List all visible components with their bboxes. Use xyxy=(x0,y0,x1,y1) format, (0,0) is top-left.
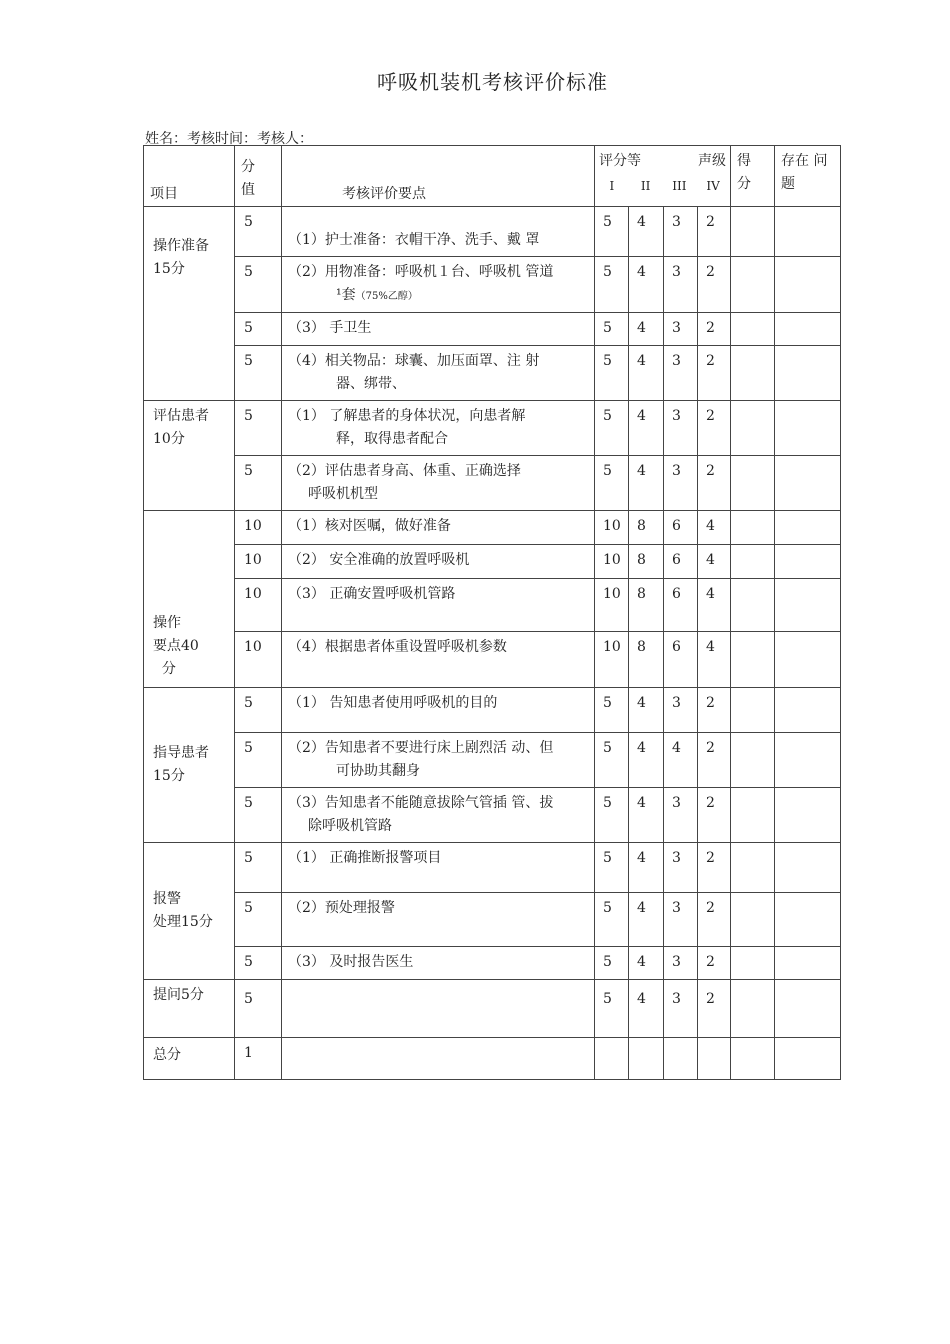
grade-cell: 4 xyxy=(629,733,664,788)
grade-cell: 2 xyxy=(698,893,731,947)
cell-text xyxy=(288,284,588,308)
table-cell xyxy=(731,257,775,313)
table-cell xyxy=(775,401,841,456)
grade-cell: 3 xyxy=(664,401,698,456)
table-cell xyxy=(775,632,841,688)
table-row xyxy=(144,788,841,843)
grade-cell: 4 xyxy=(698,632,731,688)
table-cell xyxy=(282,346,595,401)
table-cell xyxy=(775,456,841,511)
table-row-total xyxy=(144,1038,841,1080)
grade-cell: 5 xyxy=(595,688,629,733)
criteria-cell: （2）预处理报警 xyxy=(282,893,595,947)
grade-cell: 8 xyxy=(629,632,664,688)
header-got-score xyxy=(731,146,775,207)
grade-cell: 5 xyxy=(595,456,629,511)
grade-cell: 10 xyxy=(595,545,629,579)
score-cell: 10 xyxy=(235,632,282,688)
grade-cell: 5 xyxy=(595,947,629,980)
grade-cell: 2 xyxy=(698,980,731,1038)
grade-cell: 3 xyxy=(664,688,698,733)
grade-cell: 4 xyxy=(698,579,731,632)
cell-text: 项目 xyxy=(150,186,178,202)
table-cell xyxy=(775,545,841,579)
grade-cell: 3 xyxy=(664,456,698,511)
cell-text: （3）告知患者不能随意拔除气管插 管、拔 xyxy=(288,795,554,811)
grade-cell: 10 xyxy=(595,632,629,688)
cell-text: 可协助其翻身 xyxy=(336,763,420,779)
header-points xyxy=(282,146,595,207)
table-cell xyxy=(731,980,775,1038)
cell-text: （1） 了解患者的身体状况，向患者解 xyxy=(288,408,526,424)
grade-cell: 10 xyxy=(595,511,629,545)
grade-cell: 3 xyxy=(664,980,698,1038)
cell-text: （2）告知患者不要进行床上剧烈活 动、但 xyxy=(288,740,554,756)
table-cell xyxy=(775,346,841,401)
grade-cell: 5 xyxy=(595,733,629,788)
table-cell xyxy=(282,980,595,1038)
table-cell xyxy=(731,456,775,511)
cell-text: 15分 xyxy=(153,768,185,784)
cell-text: 释，取得患者配合 xyxy=(336,431,448,447)
score-cell: 10 xyxy=(235,579,282,632)
table-cell xyxy=(731,632,775,688)
table-cell xyxy=(731,511,775,545)
table-cell xyxy=(731,843,775,893)
document-title: 呼吸机装机考核评价标准 xyxy=(377,70,608,94)
table-cell xyxy=(282,257,595,313)
grade-cell: 2 xyxy=(698,401,731,456)
table-row xyxy=(144,313,841,346)
grade-cell: 4 xyxy=(629,947,664,980)
grade-cell: 4 xyxy=(629,456,664,511)
table-cell xyxy=(775,313,841,346)
grade-cell: 5 xyxy=(595,401,629,456)
table-cell xyxy=(775,843,841,893)
grade-cell: 2 xyxy=(698,733,731,788)
table-cell xyxy=(731,893,775,947)
table-cell xyxy=(595,1038,629,1080)
table-cell xyxy=(775,1038,841,1080)
table-cell xyxy=(731,401,775,456)
table-cell xyxy=(775,788,841,843)
grade-cell: 2 xyxy=(698,313,731,346)
grade-cell: 6 xyxy=(664,579,698,632)
cell-text: 题 xyxy=(781,176,795,192)
header-issues xyxy=(775,146,841,207)
grade-cell: 8 xyxy=(629,545,664,579)
header-score xyxy=(235,146,282,207)
grade-cell: 4 xyxy=(664,733,698,788)
grade-cell: 5 xyxy=(595,893,629,947)
grade-cell: 5 xyxy=(595,257,629,313)
score-cell: 5 xyxy=(235,313,282,346)
table-cell xyxy=(731,788,775,843)
section-assess-label xyxy=(144,401,235,511)
table-cell xyxy=(282,401,595,456)
grade-cell: 4 xyxy=(698,545,731,579)
grade-i: I xyxy=(609,179,615,193)
grade-cell: 4 xyxy=(629,843,664,893)
cell-text: 呼吸机机型 xyxy=(308,486,378,502)
section-guide-label xyxy=(144,688,235,843)
table-row xyxy=(144,207,841,257)
table-row xyxy=(144,346,841,401)
section-prep-label xyxy=(144,207,235,401)
grade-cell: 2 xyxy=(698,346,731,401)
grade-cell: 3 xyxy=(664,947,698,980)
cell-text: 评分等 xyxy=(599,153,641,169)
table-row xyxy=(144,733,841,788)
score-cell: 5 xyxy=(235,456,282,511)
grade-cell: 8 xyxy=(629,579,664,632)
criteria-cell: （3） 手卫生 xyxy=(282,313,595,346)
score-cell: 5 xyxy=(235,893,282,947)
section-alarm-label xyxy=(144,843,235,980)
table-row xyxy=(144,401,841,456)
grade-cell: 5 xyxy=(595,980,629,1038)
table-cell xyxy=(775,207,841,257)
cell-text: （2）评估患者身高、体重、正确选择 xyxy=(288,463,521,479)
score-cell: 5 xyxy=(235,401,282,456)
table-row xyxy=(144,257,841,313)
grade-cell: 5 xyxy=(595,207,629,257)
cell-text: 操作准备 xyxy=(153,238,209,254)
table-cell xyxy=(731,579,775,632)
cell-text: 声级 xyxy=(698,153,726,169)
cell-text: 15分 xyxy=(153,261,185,277)
score-cell: 5 xyxy=(235,733,282,788)
score-cell: 5 xyxy=(235,346,282,401)
table-row xyxy=(144,511,841,545)
criteria-cell: （1）核对医嘱，做好准备 xyxy=(282,511,595,545)
grade-cell: 4 xyxy=(629,401,664,456)
grade-cell: 8 xyxy=(629,511,664,545)
table-cell xyxy=(775,688,841,733)
cell-text: 处理15分 xyxy=(153,914,213,930)
grade-cell: 2 xyxy=(698,947,731,980)
section-op-label xyxy=(144,511,235,688)
cell-text: 分 xyxy=(161,661,176,677)
cell-text: 操作 xyxy=(153,615,181,631)
cell-text: 除呼吸机管路 xyxy=(308,818,392,834)
table-cell xyxy=(775,980,841,1038)
grade-cell: 4 xyxy=(698,511,731,545)
cell-text: 值 xyxy=(241,182,255,198)
grade-cell: 4 xyxy=(629,207,664,257)
criteria-cell: （3） 正确安置呼吸机管路 xyxy=(282,579,595,632)
score-cell: 10 xyxy=(235,545,282,579)
table-cell xyxy=(629,1038,664,1080)
cell-text: 指导患者 xyxy=(153,745,209,761)
table-row xyxy=(144,980,841,1038)
cell-text: 报警 xyxy=(153,891,181,907)
cell-text: 得 xyxy=(737,153,751,169)
grade-cell: 3 xyxy=(664,346,698,401)
cell-text: 要点40 xyxy=(153,638,199,654)
table-cell xyxy=(282,733,595,788)
grade-cell: 2 xyxy=(698,688,731,733)
grade-cell: 5 xyxy=(595,788,629,843)
table-cell xyxy=(731,207,775,257)
cell-text: 器、绑带、 xyxy=(336,376,406,392)
grade-cell: 2 xyxy=(698,456,731,511)
table-cell xyxy=(731,313,775,346)
cell-text: 分 xyxy=(737,176,751,192)
table-row xyxy=(144,632,841,688)
grade-cell: 6 xyxy=(664,545,698,579)
score-cell: 5 xyxy=(235,843,282,893)
score-cell: 5 xyxy=(235,257,282,313)
table-cell xyxy=(775,511,841,545)
criteria-cell: （1） 正确推断报警项目 xyxy=(282,843,595,893)
table-row xyxy=(144,688,841,733)
table-cell xyxy=(731,1038,775,1080)
table-cell xyxy=(664,1038,698,1080)
cell-text: 评估患者 xyxy=(153,408,209,424)
criteria-cell: （1） 告知患者使用呼吸机的目的 xyxy=(282,688,595,733)
grade-cell: 2 xyxy=(698,843,731,893)
table-row xyxy=(144,456,841,511)
examiner-info-line: 姓名：考核时间：考核人： xyxy=(145,131,313,147)
grade-cell: 3 xyxy=(664,788,698,843)
criteria-cell: （1）护士准备：衣帽干净、洗手、戴 罩 xyxy=(282,207,595,257)
grade-cell: 4 xyxy=(629,688,664,733)
cell-text: （4）相关物品：球囊、加压面罩、注 射 xyxy=(288,353,540,369)
grade-cell: 5 xyxy=(595,843,629,893)
table-cell xyxy=(698,1038,731,1080)
table-cell xyxy=(282,788,595,843)
grade-cell: 2 xyxy=(698,207,731,257)
grade-cell: 3 xyxy=(664,893,698,947)
score-cell: 1 xyxy=(235,1038,282,1080)
score-cell: 5 xyxy=(235,688,282,733)
table-cell xyxy=(282,456,595,511)
grade-cell: 4 xyxy=(629,788,664,843)
grade-cell: 5 xyxy=(595,346,629,401)
cell-text: 10分 xyxy=(153,431,185,447)
grade-cell: 4 xyxy=(629,980,664,1038)
table-cell xyxy=(731,545,775,579)
section-total-label: 总分 xyxy=(144,1038,235,1080)
score-cell: 5 xyxy=(235,947,282,980)
table-row xyxy=(144,579,841,632)
score-cell: 5 xyxy=(235,207,282,257)
cell-text: 存在 问 xyxy=(781,153,828,169)
grade-cell: 6 xyxy=(664,511,698,545)
cell-text: ¹套 xyxy=(336,287,356,303)
grade-cell: 6 xyxy=(664,632,698,688)
table-cell xyxy=(282,1038,595,1080)
grade-cell: 2 xyxy=(698,257,731,313)
header-project xyxy=(144,146,235,207)
table-header-row xyxy=(144,146,841,207)
cell-text: （75%乙醇） xyxy=(355,291,418,302)
grade-cell: 4 xyxy=(629,313,664,346)
grade-cell: 3 xyxy=(664,843,698,893)
table-cell xyxy=(731,947,775,980)
grade-iii: III xyxy=(672,179,687,193)
table-row xyxy=(144,893,841,947)
criteria-cell: （4）根据患者体重设置呼吸机参数 xyxy=(282,632,595,688)
grade-iv: IV xyxy=(706,179,720,193)
table-cell xyxy=(775,733,841,788)
table-row xyxy=(144,545,841,579)
score-cell: 5 xyxy=(235,788,282,843)
section-ask-label: 提问5分 xyxy=(144,980,235,1038)
grade-ii: II xyxy=(640,179,651,193)
grade-cell: 3 xyxy=(664,257,698,313)
table-cell xyxy=(731,346,775,401)
grade-cell: 5 xyxy=(595,313,629,346)
grade-cell: 4 xyxy=(629,893,664,947)
evaluation-table xyxy=(143,145,841,1080)
table-cell xyxy=(775,257,841,313)
grade-cell: 4 xyxy=(629,346,664,401)
score-cell: 5 xyxy=(235,980,282,1038)
header-grades xyxy=(595,146,731,207)
table-cell xyxy=(775,947,841,980)
score-cell: 10 xyxy=(235,511,282,545)
grade-cell: 3 xyxy=(664,313,698,346)
table-cell xyxy=(731,688,775,733)
table-row xyxy=(144,843,841,893)
cell-text: （2）用物准备：呼吸机１台、呼吸机 管道 xyxy=(288,264,554,280)
table-cell xyxy=(775,893,841,947)
cell-text: 分 xyxy=(241,159,255,175)
grade-cell: 3 xyxy=(664,207,698,257)
grade-cell: 2 xyxy=(698,788,731,843)
table-row xyxy=(144,947,841,980)
cell-text: 考核评价要点 xyxy=(342,186,426,202)
table-cell xyxy=(775,579,841,632)
criteria-cell: （2） 安全准确的放置呼吸机 xyxy=(282,545,595,579)
grade-cell: 10 xyxy=(595,579,629,632)
grade-cell: 4 xyxy=(629,257,664,313)
table-cell xyxy=(731,733,775,788)
criteria-cell: （3） 及时报告医生 xyxy=(282,947,595,980)
